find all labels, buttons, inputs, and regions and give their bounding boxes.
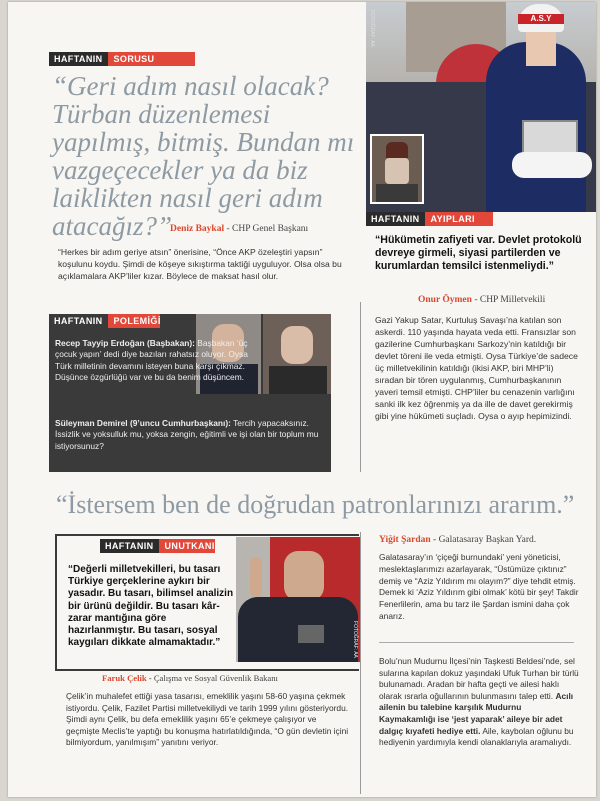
sardan-signature (379, 534, 536, 545)
bolu-text-1: Bolu’nun Mudurnu İlçesi’nin Taşkesti Beldesi’nde, sel sularına kapılan dokuz yaşındaki Ufuk Turhan bir türlü bulunamadı. Aradan bir hafta geçti ve ailesi haklı olarak ısrarla oğullarının bulunmasını talep etti. (379, 656, 579, 701)
speaker-1-name: Recep Tayyip Erdoğan (Başbakan): (55, 338, 195, 348)
soldier-face (526, 32, 556, 66)
tag-label-b: AYIPLARI (425, 212, 493, 226)
tag-label-a: HAFTANIN (49, 314, 108, 328)
ayiplari-quote: “Hükümetin zafiyeti var. Devlet protokolü devreye girmeli, siyasi partilerden ve kurumlardan temsilci istenmeliydi.” (375, 234, 582, 272)
polemigi-box (49, 314, 331, 472)
speaker-2-text: Tercih yapacaksınız. İssizlik ve yoksulluk mu, yoksa zengin, eğitimli ve işi olan bir toplum mu istiyorsunuz? (55, 418, 319, 451)
bolu-body (379, 656, 579, 749)
signature-name: Yiğit Şardan (379, 535, 431, 545)
headline-quote: “İstersem ben de doğrudan patronlarınızı ararım.” (56, 490, 575, 519)
soldier-helmet (518, 4, 564, 32)
sardan-body: Galatasaray’ın ‘çiçeği burnundaki’ yeni yöneticisi, meslektaşlarımızı azarlayarak, “Üstümüze çıktınız” demiş ve “Aziz Yıldırım mı olayım?” diye tehdit etmiş. Demek ki ‘Aziz Yıldırım gibi olmak’ kötü bir şey! Takdir Fenerlilerin, ama bu tarz ile Şardan ismini daha çok anarız. (379, 552, 579, 621)
white-gloves (512, 152, 592, 178)
tag-label-b: UNUTKANI (159, 539, 215, 553)
section-tag-polemigi (49, 314, 160, 328)
polemigi-text (55, 338, 255, 384)
microphone (298, 625, 324, 643)
tag-label-b: SORUSU (108, 52, 195, 66)
section-divider (379, 642, 574, 643)
section-tag-unutkani (100, 539, 215, 553)
suit-shape (269, 366, 327, 394)
tag-label-a: HAFTANIN (366, 212, 425, 226)
signature-name: Faruk Çelik (102, 673, 147, 683)
section-tag-sorusu (49, 52, 195, 66)
fez-shape (386, 142, 408, 158)
speaker-2-name: Süleyman Demirel (9’uncu Cumhurbaşkanı): (55, 418, 231, 428)
ayiplari-body: Gazi Yakup Satar, Kurtuluş Savaşı’na katılan son askerdi. 110 yaşında hayata veda etti. Fransızlar son gazilerine Cumhurbaşkanı Sarkozy’nin katıldığı bir devlet töreni ile veda etmişti. Oysa Türkiye’de sadece üç milletvekilinin katıldığı (ikisi AKP, biri MHP’li) sıradan bir tören uygulanmış, Cumhurbaşkanının yaveri temsil etmişti. CHP’liler bu cenazenin varlığını sanki ilk kez öğrenmiş ya da ille de davet gerekirmiş gibi yine hükümeti suçladı. Oysa o ayıp hepimizindi. (375, 315, 578, 421)
tag-label-a: HAFTANIN (49, 52, 108, 66)
signature-name: Onur Öymen (418, 295, 472, 305)
photo-credit: FOTOĞRAF: AA (369, 10, 375, 47)
column-divider (360, 302, 361, 472)
veteran-face (385, 158, 409, 184)
signature-name: Deniz Baykal (170, 224, 225, 234)
inset-portrait-veteran (370, 134, 424, 204)
demirel-photo (263, 314, 331, 394)
signature-role: - CHP Milletvekili (471, 295, 546, 305)
signature-role: - Çalışma ve Sosyal Güvenlik Bakanı (146, 673, 278, 683)
ayiplari-signature (418, 294, 545, 305)
raised-hand (250, 557, 262, 597)
tag-label-a: HAFTANIN (100, 539, 159, 553)
signature-role: - CHP Genel Başkanı (224, 224, 309, 234)
sorusu-signature (170, 223, 308, 234)
helmet-text: A.S.Y (518, 14, 564, 24)
face-shape (281, 326, 313, 364)
speaker-1-text: Başbakan ‘üç çocuk yapın’ dedi diye bazıları rahatsız oluyor. Oysa Türk milletinin devamını isteyen buna karşı çıkmaz. Düşünce özgürlüğü var ve bu da benim düşüncem. (55, 338, 248, 383)
unutkani-signature (102, 673, 278, 683)
polemigi-text-2 (55, 418, 325, 452)
veteran-coat (376, 184, 418, 202)
photo-credit: FOTOĞRAF: AA (352, 621, 358, 658)
celik-photo (236, 537, 360, 662)
unutkani-quote: “Değerli milletvekilleri, bu tasarı Türkiye gerçeklerine aykırı bir yasadır. Bu tasarı, bilimsel analizin bir ürünü değildir. Bu tasarı kâr-zarar mantığına göre hazırlanmıştır. Bu tasarı, sosyal kaygıları dikkate almamaktadır.” (68, 564, 234, 649)
magazine-page (8, 2, 596, 797)
tag-label-b: POLEMİĞİ (108, 314, 160, 328)
sorusu-body: “Herkes bir adım geriye atsın” önerisine, “Önce AKP özeleştiri yapsın” koşulunu koydu. Şimdi de köşeye sıkıştırma taktiği uyguluyor. Olsa olsa bu açıklamalara AKP’liler kızar. Böylece de maksat hasıl olur. (58, 247, 342, 281)
signature-role: - Galatasaray Başkan Yard. (430, 535, 537, 545)
column-divider-lower (360, 532, 361, 794)
sorusu-quote: “Geri adım nasıl olacak? Türban düzenlemesi yapılmış, bitmiş. Bundan mı vazgeçecekler ya da biz laiklikten nasıl geri adım atacağız?” (52, 71, 355, 241)
bolu-text-bold: Acılı ailenin bu talebine karşılık Mudurnu Kaymakamlığı ise ‘jest yaparak’ aileye bir adet dalgıç kıyafeti hediye etti. (379, 690, 574, 736)
unutkani-body: Çelik’in muhalefet ettiği yasa tasarısı, emeklilik yaşını 58-60 yaşına çekmek istiyordu. Çelik, Fazilet Partisi milletvekiliydi ve tarih 1999 yılını gösteriyordu. Şimdi aynı Çelik, bu defa emeklilik yaşını 65’e çekmeye çalışıyor ve geçmişte Meclis’te yaptığı bu konuşma hatırlatıldığında, “O gün devletin içini bilmiyordum, yanılmışım” yanıtını veriyor. (66, 691, 349, 748)
celik-face (284, 551, 324, 601)
section-tag-ayiplari (366, 212, 493, 226)
bolu-text-2: Aile, kaybolan oğlunu bu hediyenin yardımıyla kendi olanaklarıyla aramalıydı. (379, 725, 574, 748)
